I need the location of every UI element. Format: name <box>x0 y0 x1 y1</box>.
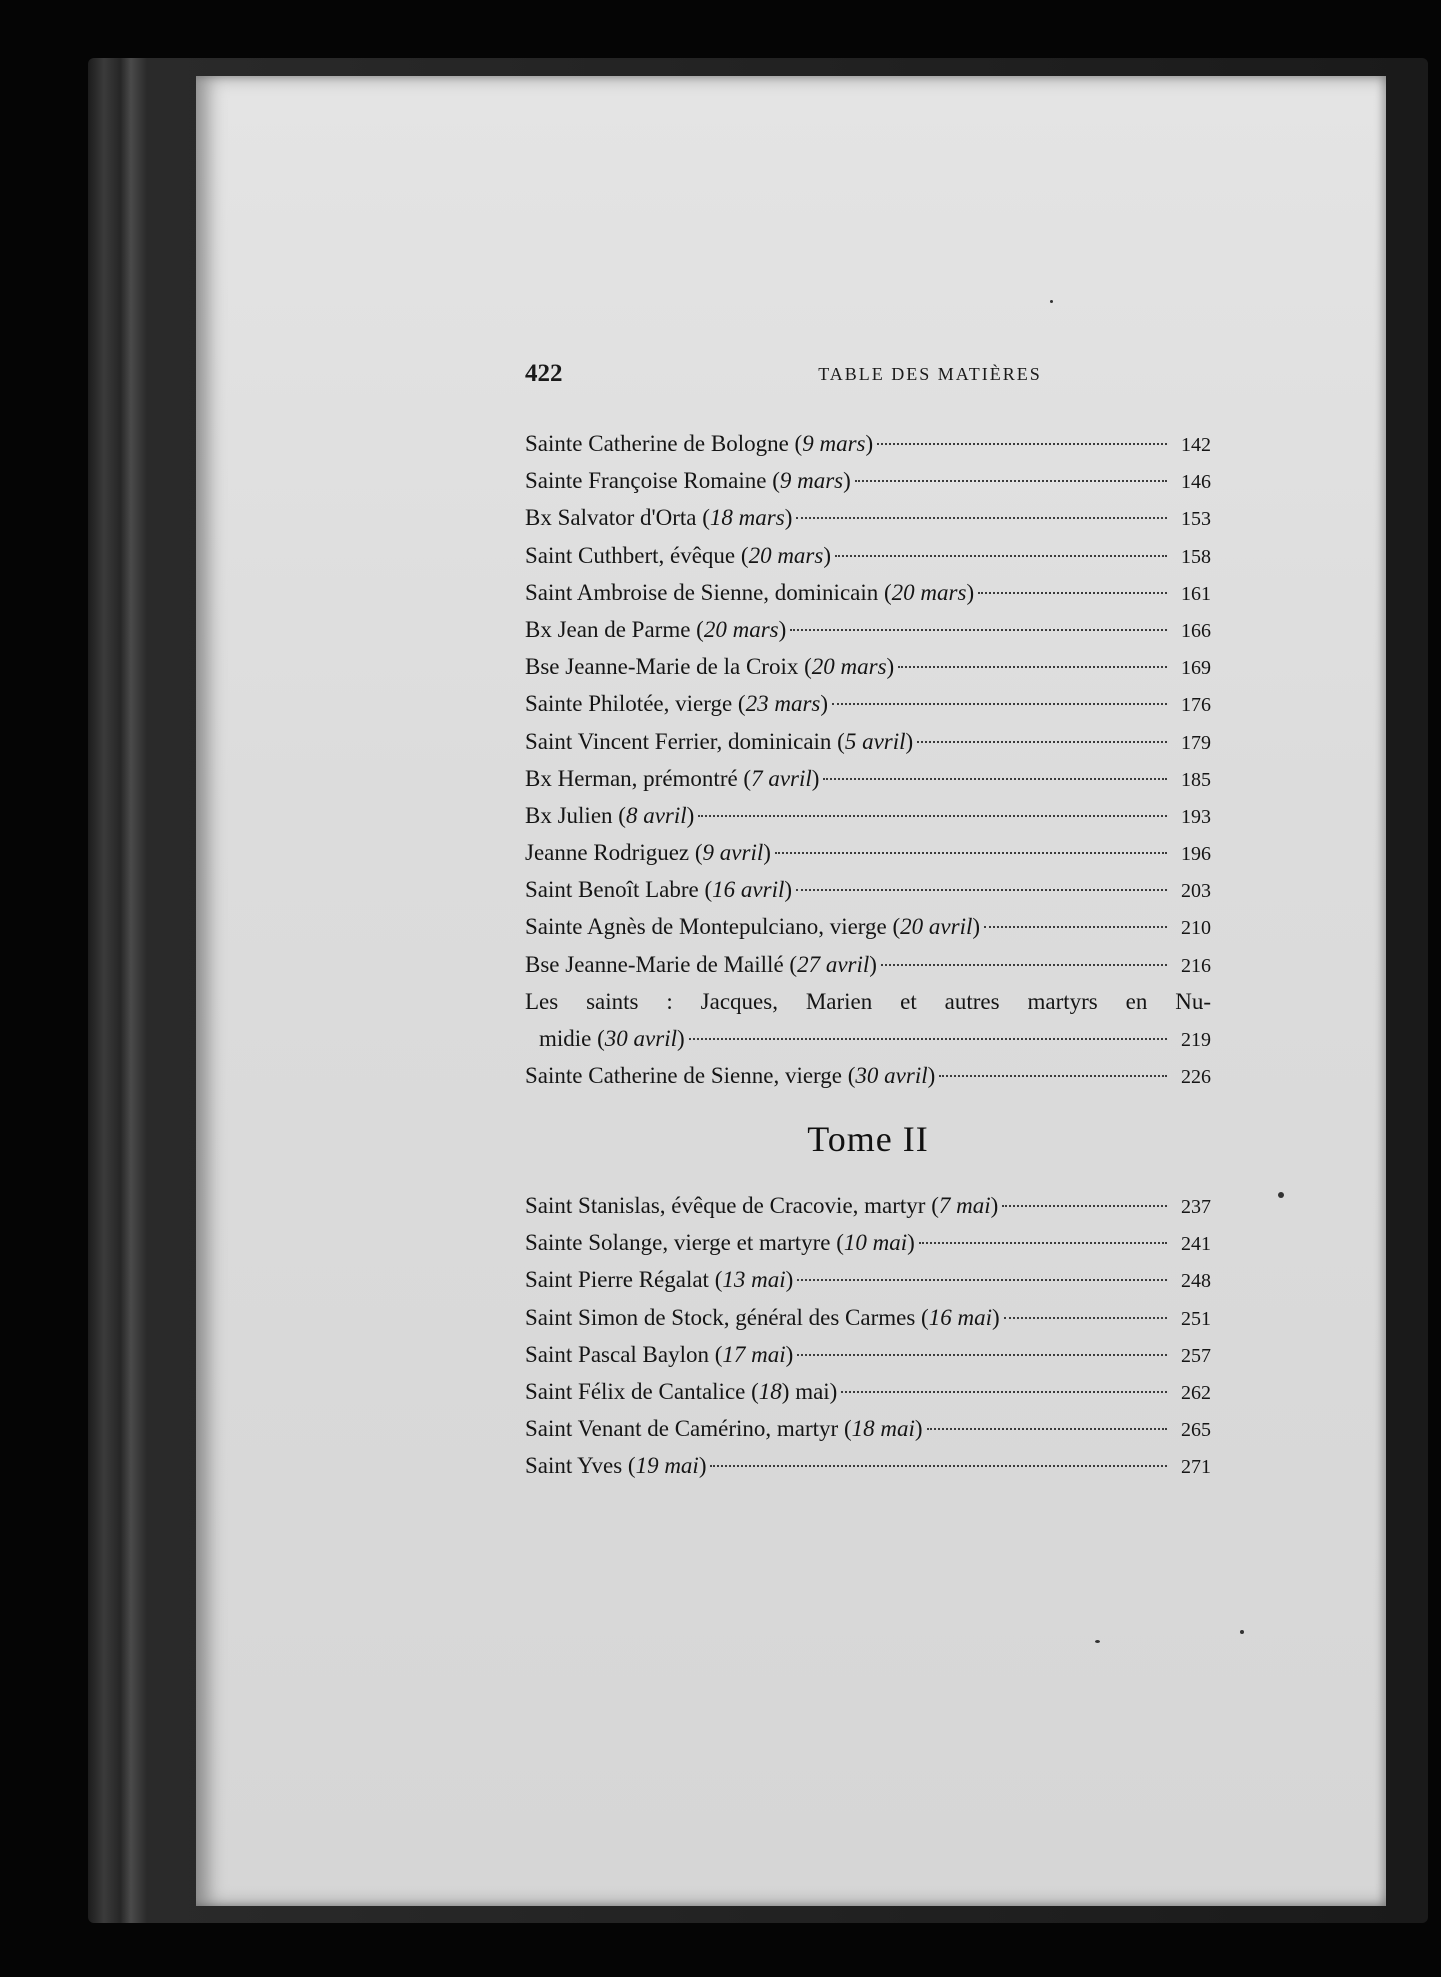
dot-leader <box>835 555 1167 557</box>
toc-entry <box>525 685 1211 722</box>
toc-entry <box>525 834 1211 871</box>
toc-entry-title-line2: midie (30 avril) <box>539 1026 685 1051</box>
toc-entry-title: Sainte Agnès de Montepulciano, vierge (20 avril) <box>525 914 981 940</box>
dot-leader <box>797 1354 1167 1356</box>
toc-entry <box>525 1187 1211 1224</box>
toc-entry-date: 30 avril <box>855 1063 928 1089</box>
dot-leader <box>796 889 1167 891</box>
toc-entry-date: 27 avril <box>797 951 870 977</box>
toc-entry-page: 203 <box>1181 880 1211 903</box>
dot-leader <box>797 1279 1167 1281</box>
dot-leader <box>823 778 1167 780</box>
toc-entry-date: 16 avril <box>712 877 785 903</box>
toc-entry-date: 9 mars <box>779 468 844 494</box>
toc-entry-title: Jeanne Rodriguez (9 avril) <box>525 840 771 866</box>
toc-entry-page: 271 <box>1181 1456 1211 1479</box>
scan-speck <box>1240 1630 1244 1634</box>
toc-entry-date: 8 avril <box>625 802 687 828</box>
toc-entry <box>525 723 1211 760</box>
scan-speck <box>1050 300 1053 303</box>
toc-entry-title: Saint Simon de Stock, général des Carmes (16 mai) <box>525 1304 1000 1330</box>
toc-entry-date: 20 avril <box>900 914 973 940</box>
dot-leader <box>698 815 1167 817</box>
toc-entry-page: 179 <box>1181 731 1211 754</box>
toc-entry-page: 142 <box>1181 434 1211 456</box>
toc-entry-title: Sainte Catherine de Sienne, vierge (30 avril) <box>525 1063 936 1089</box>
toc-entry-title: Bse Jeanne-Marie de Maillé (27 avril) <box>525 951 877 977</box>
toc-entry-page: 237 <box>1181 1196 1211 1218</box>
toc-entry-date: 13 mai <box>722 1267 786 1293</box>
toc-entry-title: Saint Cuthbert, évêque (20 mars) <box>525 542 831 568</box>
toc-entry <box>525 1447 1211 1484</box>
toc-entry-date: 7 mai <box>938 1193 991 1218</box>
toc-entry-date: 18 <box>758 1378 782 1404</box>
toc-entry-page: 226 <box>1181 1066 1211 1089</box>
toc-entry-page: 262 <box>1181 1381 1211 1404</box>
volume-heading: Tome II <box>807 1119 929 1159</box>
toc-entry <box>525 648 1211 685</box>
toc-entry-title: Saint Stanislas, évêque de Cracovie, martyr (7 mai) <box>525 1193 999 1218</box>
dot-leader <box>710 1465 1167 1467</box>
toc-entry <box>525 760 1211 797</box>
toc-entry-date: 20 mars <box>811 654 887 680</box>
toc-entry-date: 16 mai <box>928 1304 992 1330</box>
toc-entry-page: 176 <box>1181 694 1211 717</box>
toc-entry-title: Sainte Solange, vierge et martyre (10 mai) <box>525 1230 915 1256</box>
dot-leader <box>881 964 1167 966</box>
dot-leader <box>984 926 1167 928</box>
dot-leader <box>855 480 1167 482</box>
toc-entry-page: 251 <box>1181 1307 1211 1330</box>
toc-entry <box>525 611 1211 648</box>
toc-entry <box>525 1336 1211 1373</box>
toc-entry-page: 219 <box>1181 1029 1211 1051</box>
toc-entry <box>525 1373 1211 1410</box>
toc-entry-page: 265 <box>1181 1419 1211 1442</box>
toc-entry-date: 23 mars <box>745 691 821 717</box>
toc-entry <box>525 797 1211 834</box>
toc-entry <box>525 1057 1211 1094</box>
toc-entry <box>525 1299 1211 1336</box>
toc-entry <box>525 1410 1211 1447</box>
dot-leader <box>689 1038 1167 1040</box>
toc-entry-date: 18 mai <box>851 1416 915 1442</box>
table-of-contents-section-2 <box>525 1187 1211 1485</box>
toc-entry <box>525 462 1211 499</box>
toc-entry-page: 216 <box>1181 954 1211 977</box>
dot-leader <box>841 1391 1167 1393</box>
toc-entry-title: Bx Jean de Parme (20 mars) <box>525 616 787 642</box>
dot-leader <box>832 703 1167 705</box>
toc-entry-date: 17 mai <box>722 1341 786 1367</box>
toc-entry-page: 210 <box>1181 917 1211 940</box>
toc-entry-date: 9 mars <box>802 431 866 456</box>
toc-entry-date: 30 avril <box>604 1026 677 1051</box>
running-title: TABLE DES MATIÈRES <box>818 364 1042 384</box>
toc-entry-title: Saint Vincent Ferrier, dominicain (5 avril) <box>525 728 914 754</box>
toc-entry-title: Saint Félix de Cantalice (18) mai) <box>525 1378 838 1404</box>
toc-entry-title: Bx Herman, prémontré (7 avril) <box>525 765 820 791</box>
table-of-contents-section-1 <box>525 425 1211 1094</box>
toc-entry-page: 185 <box>1181 768 1211 791</box>
toc-entry <box>525 425 1211 462</box>
toc-entry-page: 166 <box>1181 619 1211 642</box>
toc-entry-date: 20 mars <box>703 616 779 642</box>
toc-entry-date: 10 mai <box>843 1230 908 1256</box>
toc-entry <box>525 946 1211 983</box>
dot-leader <box>978 592 1167 594</box>
toc-entry-page: 146 <box>1181 471 1211 494</box>
dot-leader <box>877 443 1167 445</box>
toc-entry-title: Saint Ambroise de Sienne, dominicain (20 mars) <box>525 579 975 605</box>
toc-entry-title: Bx Salvator d'Orta (18 mars) <box>525 505 793 531</box>
scan-speck <box>1278 1192 1284 1198</box>
toc-entry <box>525 1261 1211 1298</box>
toc-entry-date: 20 mars <box>748 542 824 568</box>
toc-entry <box>525 871 1211 908</box>
toc-entry-page: 161 <box>1181 582 1211 605</box>
toc-entry-title: Bx Julien (8 avril) <box>525 802 695 828</box>
toc-entry-page: 169 <box>1181 657 1211 680</box>
toc-entry-title: Saint Venant de Camérino, martyr (18 mai) <box>525 1416 923 1442</box>
toc-entry-title-line1: Les saints : Jacques, Marien et autres martyrs en Nu- <box>525 988 1211 1014</box>
page-number: 422 <box>525 360 563 387</box>
toc-entry-date: 5 avril <box>844 728 906 754</box>
toc-entry-page: 241 <box>1181 1233 1211 1256</box>
dot-leader <box>898 666 1167 668</box>
toc-entry-date: 18 mars <box>709 505 785 531</box>
toc-entry-page: 248 <box>1181 1270 1211 1293</box>
toc-entry-date: 20 mars <box>891 579 967 605</box>
toc-entry-page: 196 <box>1181 843 1211 866</box>
toc-entry-page: 257 <box>1181 1344 1211 1367</box>
toc-entry-wrapped <box>525 983 1211 1057</box>
toc-entry-date: 9 avril <box>702 840 764 866</box>
toc-entry-title: Sainte Philotée, vierge (23 mars) <box>525 691 829 717</box>
toc-entry-title: Sainte Françoise Romaine (9 mars) <box>525 468 851 494</box>
toc-entry-title: Saint Benoît Labre (16 avril) <box>525 877 793 903</box>
toc-entry-page: 153 <box>1181 508 1211 531</box>
toc-entry <box>525 537 1211 574</box>
toc-entry-title: Bse Jeanne-Marie de la Croix (20 mars) <box>525 654 895 680</box>
dot-leader <box>1002 1205 1167 1207</box>
toc-entry-page: 193 <box>1181 805 1211 828</box>
dot-leader <box>1004 1317 1167 1319</box>
dot-leader <box>790 629 1167 631</box>
toc-entry <box>525 574 1211 611</box>
toc-entry <box>525 908 1211 945</box>
toc-entry-date: 7 avril <box>751 765 812 791</box>
dot-leader <box>927 1428 1167 1430</box>
toc-entry-title: Saint Pascal Baylon (17 mai) <box>525 1341 794 1367</box>
dot-leader <box>796 517 1167 519</box>
toc-entry <box>525 1224 1211 1261</box>
toc-entry-page: 158 <box>1181 545 1211 568</box>
scan-speck <box>1095 1640 1100 1643</box>
running-head <box>525 360 1195 390</box>
dot-leader <box>917 741 1167 743</box>
dot-leader <box>919 1242 1167 1244</box>
dot-leader <box>775 852 1167 854</box>
dot-leader <box>939 1075 1167 1077</box>
toc-entry-date: 19 mai <box>635 1453 699 1479</box>
toc-entry-title: Saint Yves (19 mai) <box>525 1453 707 1479</box>
toc-entry-title: Sainte Catherine de Bologne (9 mars) <box>525 431 874 456</box>
toc-entry <box>525 499 1211 536</box>
toc-entry-title: Saint Pierre Régalat (13 mai) <box>525 1267 794 1293</box>
